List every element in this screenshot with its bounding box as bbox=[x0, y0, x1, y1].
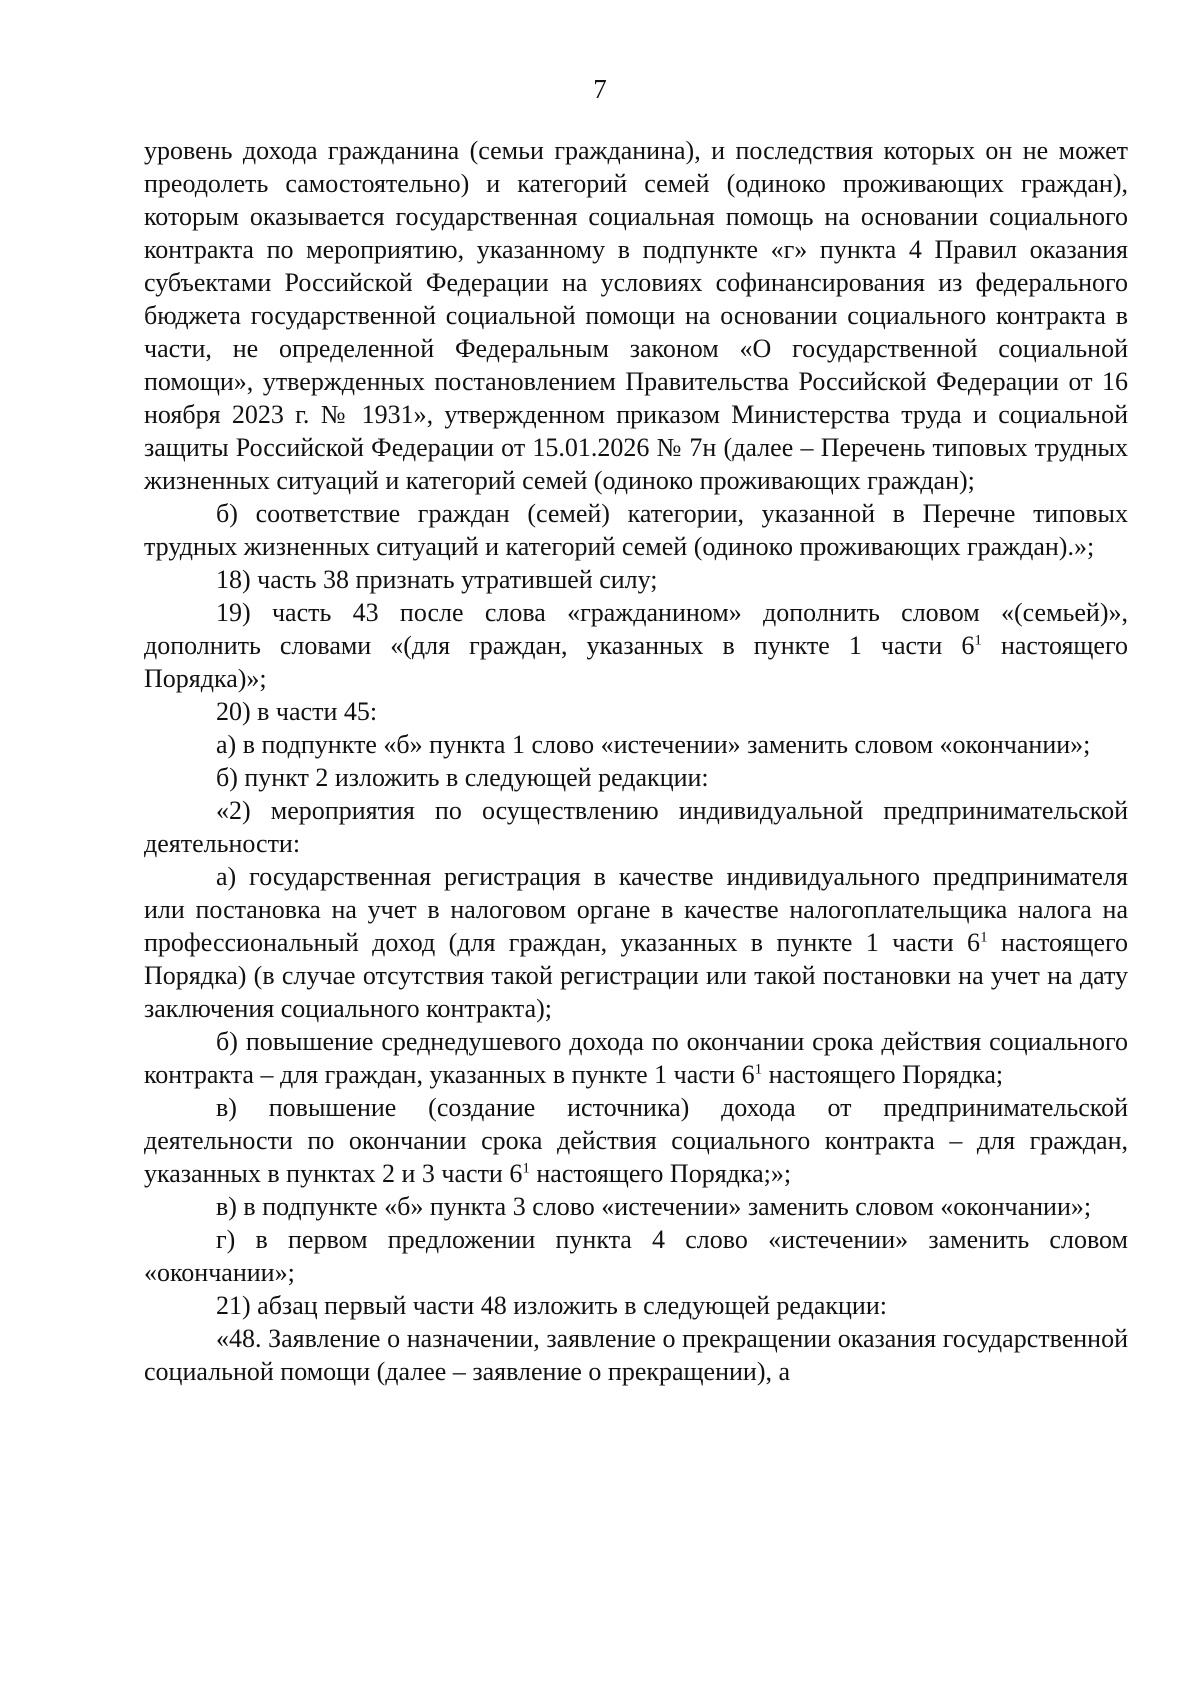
superscript-index: 1 bbox=[522, 1160, 530, 1177]
superscript-index: 1 bbox=[754, 1061, 763, 1078]
superscript-index: 1 bbox=[980, 929, 988, 946]
paragraph bbox=[144, 1223, 1128, 1289]
paragraph-text: настоящего Порядка) (в случае отсутствия такой регистрации или такой постановки на учет на дату заключения социального контракта); bbox=[144, 928, 1128, 1023]
paragraph-text: б) пункт 2 изложить в следующей редакции: bbox=[216, 763, 709, 792]
paragraph bbox=[144, 1190, 1128, 1223]
paragraph bbox=[144, 563, 1128, 596]
paragraph bbox=[144, 794, 1128, 860]
paragraph bbox=[144, 695, 1128, 728]
paragraph bbox=[144, 1025, 1128, 1091]
paragraph bbox=[144, 761, 1128, 794]
paragraph-text: б) повышение среднедушевого дохода по окончании срока действия социального контракта – для граждан, указанных в пункте 1 части 6 bbox=[144, 1027, 1128, 1089]
paragraph-text: 21) абзац первый части 48 изложить в следующей редакции: bbox=[216, 1291, 887, 1320]
paragraph-text: настоящего Порядка;»; bbox=[529, 1159, 792, 1188]
document-body bbox=[144, 134, 1128, 1388]
paragraph-text: 19) часть 43 после слова «гражданином» дополнить словом «(семьей)», дополнить словами «(для граждан, указанных в пункте 1 части 6 bbox=[144, 598, 1128, 660]
paragraph-text: «48. Заявление о назначении, заявление о прекращении оказания государственной социальной помощи (далее – заявление о прекращении), а bbox=[144, 1324, 1128, 1386]
paragraph bbox=[144, 860, 1128, 1025]
paragraph bbox=[144, 1322, 1128, 1388]
paragraph-text: «2) мероприятия по осуществлению индивидуальной предпринимательской деятельности: bbox=[144, 796, 1128, 858]
paragraph-text: настоящего Порядка; bbox=[762, 1060, 1004, 1089]
page-number: 7 bbox=[593, 74, 607, 104]
paragraph-text: 20) в части 45: bbox=[216, 697, 378, 726]
paragraph-text: в) повышение (создание источника) дохода от предпринимательской деятельности по окончании срока действия социального контракта – для граждан, указанных в пунктах 2 и 3 части 6 bbox=[144, 1093, 1128, 1188]
paragraph-text: а) в подпункте «б» пункта 1 слово «истечении» заменить словом «окончании»; bbox=[216, 730, 1091, 759]
paragraph-text: б) соответствие граждан (семей) категории, указанной в Перечне типовых трудных жизненных ситуаций и категорий семей (одиноко проживающих граждан).»; bbox=[144, 499, 1128, 561]
paragraph-text: а) государственная регистрация в качестве индивидуального предпринимателя или постановка на учет в налоговом органе в качестве налогоплательщика налога на профессиональный доход (для граждан, указанных в пункте 1 части 6 bbox=[144, 862, 1128, 957]
paragraph bbox=[144, 728, 1128, 761]
paragraph bbox=[144, 497, 1128, 563]
paragraph-text: настоящего Порядка)»; bbox=[144, 631, 1128, 693]
paragraph bbox=[144, 1289, 1128, 1322]
paragraph bbox=[144, 1091, 1128, 1190]
superscript-index: 1 bbox=[974, 632, 982, 649]
paragraph-text: г) в первом предложении пункта 4 слово «истечении» заменить словом «окончании»; bbox=[144, 1225, 1128, 1287]
paragraph-text: в) в подпункте «б» пункта 3 слово «истечении» заменить словом «окончании»; bbox=[216, 1192, 1092, 1221]
paragraph-text: уровень дохода гражданина (семьи гражданина), и последствия которых он не может преодолеть самостоятельно) и категорий семей (одиноко проживающих граждан), которым оказывается государственная социальная помощь на основании социального контракта по мероприятию, указанному в подпункте «г» пункта 4 Правил оказания субъектами Российской Федерации на условиях софинансирования из федерального бюджета государственной социальной помощи на основании социального контракта в части, не определенной Федеральным законом «О государственной социальной помощи», утвержденных постановлением Правительства Российской Федерации от 16 ноября 2023 г. № 1931», утвержденном приказом Министерства труда и социальной защиты Российской Федерации от 15.01.2026 № 7н (далее – Перечень типовых трудных жизненных ситуаций и категорий семей (одиноко проживающих граждан); bbox=[144, 136, 1128, 495]
paragraph bbox=[144, 596, 1128, 695]
paragraph bbox=[144, 134, 1128, 497]
paragraph-text: 18) часть 38 признать утратившей силу; bbox=[216, 565, 658, 594]
